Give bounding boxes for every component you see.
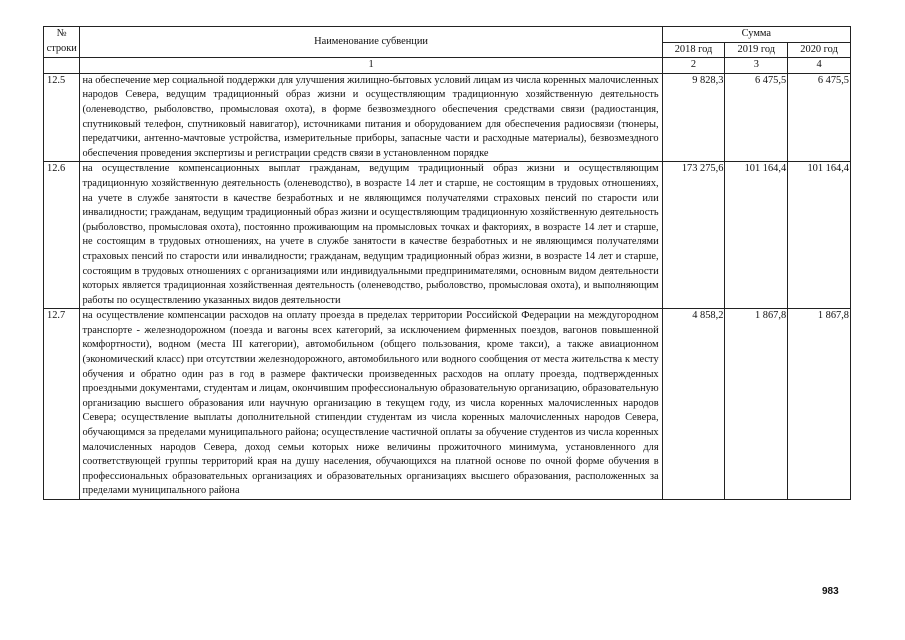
header-year-2018: 2018 год <box>662 42 725 58</box>
value-2019: 6 475,5 <box>725 73 788 162</box>
table-row <box>44 73 851 162</box>
value-2020: 1 867,8 <box>788 309 851 500</box>
index-cell-2: 2 <box>662 58 725 74</box>
row-description: на осуществление компенсационных выплат гражданам, ведущим традиционный образ жизни и осуществляющим традиционную хозяйственную деятельность (оленеводство), в возрасте 14 лет и старше, не состоящим в трудовых отношениях, на учете в службе занятости в качестве безработных и не являющимся получателями страховых пенсий по старости или инвалидности; гражданам, ведущим традиционный образ жизни и осуществляющим традиционную хозяйственную деятельность (рыболовство, промысловая охота), постоянно проживающим на промысловых точках и факториях, в возрасте 14 лет и старше, не состоящим в трудовых отношениях, на учете в службе занятости в качестве безработных и не являющимся получателями страховых пенсий по старости или инвалидности; гражданам, ведущим традиционный образ жизни, в возрасте 14 лет и старше, состоящим в трудовых отношениях с организациями или индивидуальными предпринимателями, основным видом деятельности которых является традиционная хозяйственная деятельность (оленеводство, рыболовство, промысловая охота), и выполняющим работы по осуществлению указанных видов деятельности <box>80 162 662 309</box>
header-num-label: строки <box>46 42 77 54</box>
row-number: 12.7 <box>44 309 80 500</box>
index-cell-4: 4 <box>788 58 851 74</box>
row-number: 12.6 <box>44 162 80 309</box>
subsidy-table-sheet <box>43 26 851 500</box>
value-2020: 101 164,4 <box>788 162 851 309</box>
row-description: на обеспечение мер социальной поддержки для улучшения жилищно-бытовых условий лицам из числа коренных малочисленных народов Севера, ведущим традиционный образ жизни и осуществляющим традиционную хозяйственную деятельность (оленеводство, рыболовство, промысловая охота), в форме безвозмездного обеспечения средствами связи (радиостанция, спутниковый телефон, спутниковый навигатор), источниками питания и оборудованием для обеспечения радиосвязи (тюнеры, передатчики, антенно-мачтовые устройства, измерительные приборы, запасные части и расходные материалы), безвозмездного обеспечения проведения экспертизы и регистрации средств связи в установленном порядке <box>80 73 662 162</box>
header-row-top <box>44 27 851 43</box>
value-2018: 173 275,6 <box>662 162 725 309</box>
page-number: 983 <box>822 586 839 597</box>
value-2018: 4 858,2 <box>662 309 725 500</box>
header-year-2020: 2020 год <box>788 42 851 58</box>
value-2019: 101 164,4 <box>725 162 788 309</box>
subsidy-table <box>43 26 851 500</box>
table-row <box>44 162 851 309</box>
header-index-row <box>44 58 851 74</box>
row-description: на осуществление компенсации расходов на оплату проезда в пределах территории Российской Федерации на междугородном транспорте - железнодорожном (поезда и вагоны всех категорий, за исключением фирменных поездов, вагонов повышенной комфортности), водном (места III категории), автомобильном (общего пользования, кроме такси), а также авиационном (экономический класс) при отсутствии железнодорожного, автомобильного или водного сообщения от места жительства к месту обучения и обратно один раз в год в размере фактически произведенных расходов на оплату проезда, подтвержденных проездными документами, студентам и лицам, окончившим профессиональную образовательную организацию, образовательную организацию высшего образования или научную организацию в текущем году, из числа коренных малочисленных народов Севера; осуществление выплаты дополнительной стипендии студентам из числа коренных малочисленных народов Севера, обучающимся за пределами муниципального района; осуществление частичной оплаты за обучение студентов из числа коренных малочисленных народов Севера, доход семьи которых ниже величины прожиточного минимума, установленного для соответствующей группы территорий края на душу населения, обучающихся на платной основе по очной форме обучения в профессиональных образовательных организациях и образовательных организациях высшего образования, расположенных за пределами муниципального района <box>80 309 662 500</box>
header-num-cell <box>44 27 80 58</box>
header-num-symbol: № <box>56 28 67 39</box>
header-sum: Сумма <box>662 27 850 43</box>
row-number: 12.5 <box>44 73 80 162</box>
value-2020: 6 475,5 <box>788 73 851 162</box>
table-row <box>44 309 851 500</box>
header-name: Наименование субвенции <box>80 27 662 58</box>
index-cell-1: 1 <box>80 58 662 74</box>
value-2019: 1 867,8 <box>725 309 788 500</box>
index-cell-num <box>44 58 80 74</box>
value-2018: 9 828,3 <box>662 73 725 162</box>
index-cell-3: 3 <box>725 58 788 74</box>
header-year-2019: 2019 год <box>725 42 788 58</box>
